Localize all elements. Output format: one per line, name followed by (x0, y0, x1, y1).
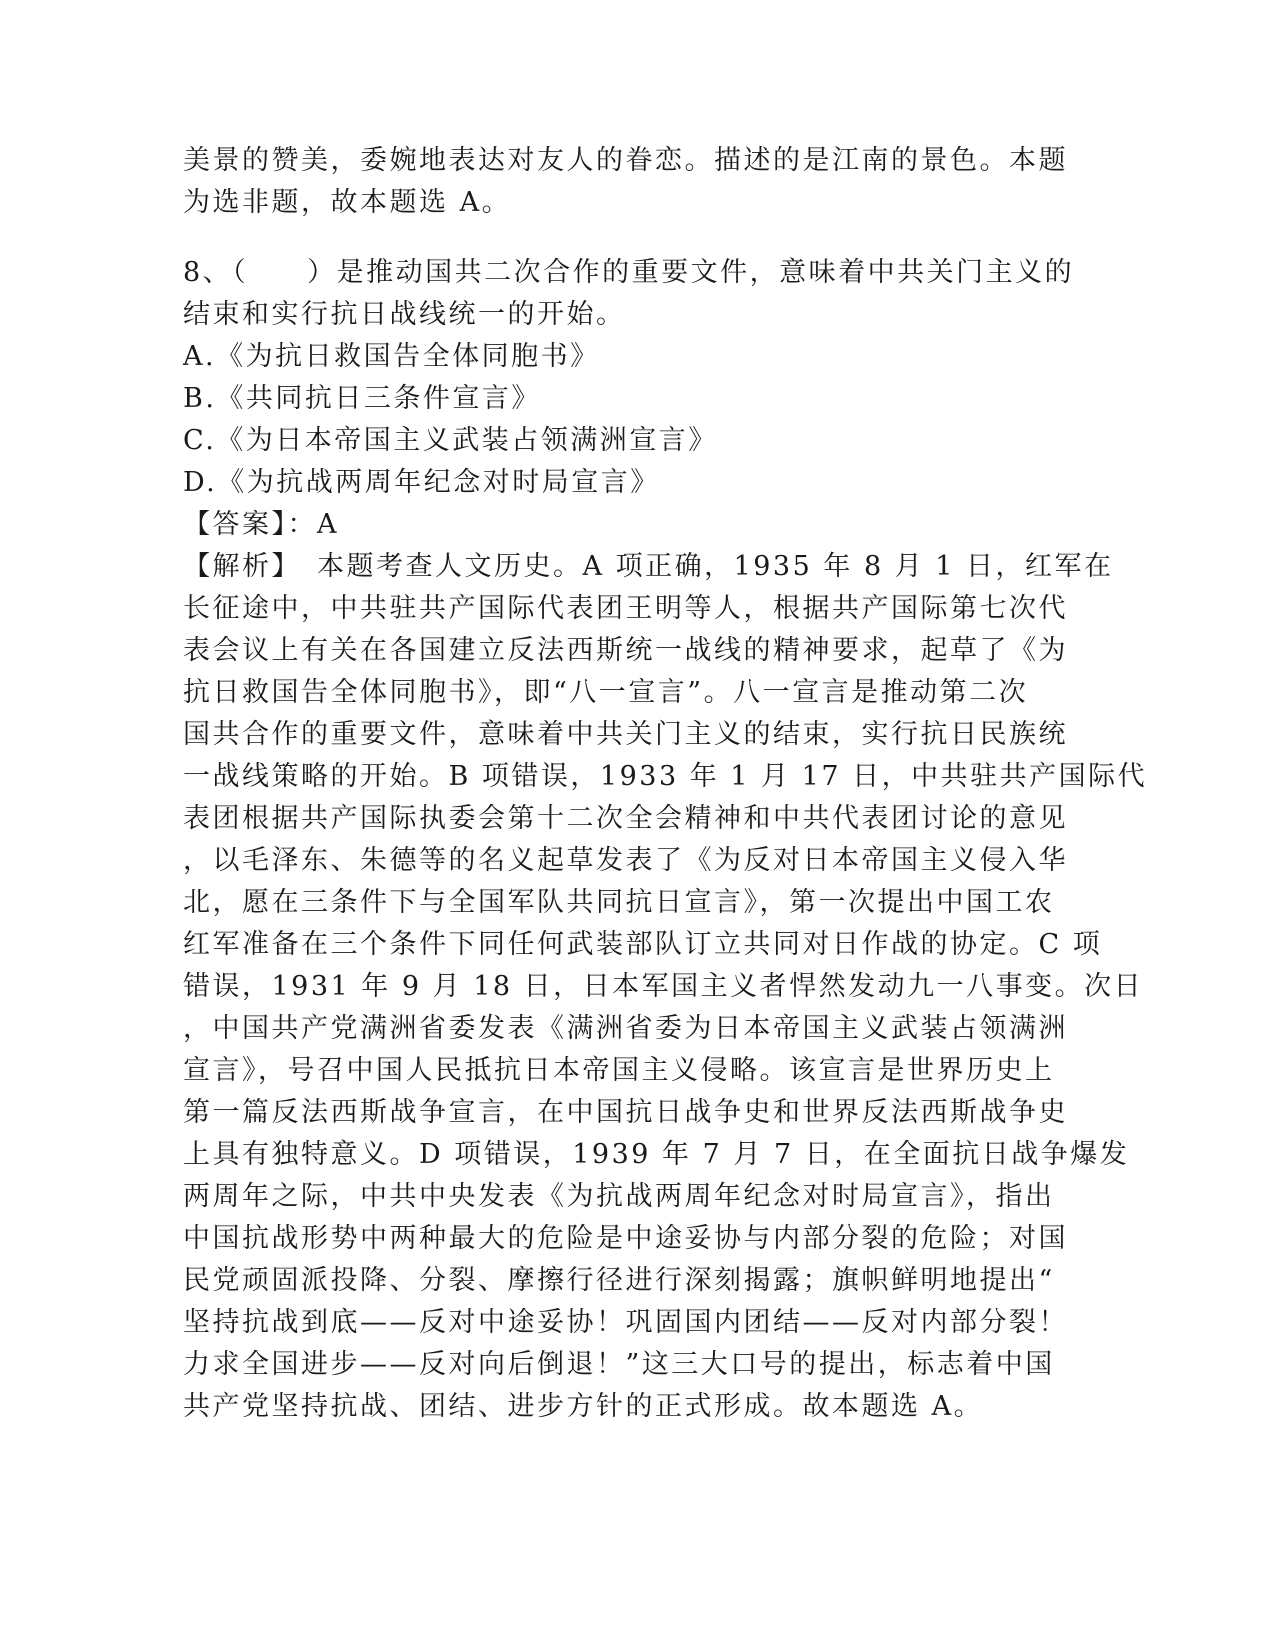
option-d: D.《为抗战两周年纪念对时局宣言》 (183, 467, 660, 498)
answer-line: 【答案】：A (183, 509, 339, 540)
explanation-line: 共产党坚持抗战、团结、进步方针的正式形成。故本题选 A。 (183, 1391, 984, 1422)
explanation-line: 中国抗战形势中两种最大的危险是中途妥协与内部分裂的危险；对国 (183, 1223, 1068, 1254)
option-b: B.《共同抗日三条件宣言》 (183, 383, 541, 414)
previous-explanation (183, 140, 1068, 224)
explanation-line: 力求全国进步——反对向后倒退！”这三大口号的提出，标志着中国 (183, 1349, 1055, 1380)
explanation-line: 【解析】 本题考查人文历史。A 项正确，1935 年 8 月 1 日，红军在 (183, 551, 1114, 582)
explanation-line: ，中国共产党满洲省委发表《满洲省委为日本帝国主义武装占领满洲 (183, 1013, 1068, 1044)
explanation-line: 长征途中，中共驻共产国际代表团王明等人，根据共产国际第七次代 (183, 593, 1068, 624)
text-line: 美景的赞美，委婉地表达对友人的眷恋。描述的是江南的景色。本题 (183, 145, 1068, 176)
explanation-line: 表团根据共产国际执委会第十二次全会精神和中共代表团讨论的意见 (183, 803, 1068, 834)
explanation (183, 546, 1148, 1428)
explanation-line: 上具有独特意义。D 项错误，1939 年 7 月 7 日，在全面抗日战争爆发 (183, 1139, 1130, 1170)
paragraph-gap (183, 224, 1063, 252)
explanation-line: 坚持抗战到底——反对中途妥协！巩固国内团结——反对内部分裂！ (183, 1307, 1068, 1338)
explanation-line: 一战线策略的开始。B 项错误，1933 年 1 月 17 日，中共驻共产国际代 (183, 761, 1148, 792)
explanation-line: 抗日救国告全体同胞书》，即“八一宣言”。八一宣言是推动第二次 (183, 677, 1029, 708)
explanation-line: 红军准备在三个条件下同任何武装部队订立共同对日作战的协定。C 项 (183, 929, 1103, 960)
explanation-line: 宣言》，号召中国人民抵抗日本帝国主义侵略。该宣言是世界历史上 (183, 1055, 1055, 1086)
text-line: 为选非题，故本题选 A。 (183, 187, 512, 218)
question-stem-line: 结束和实行抗日战线统一的开始。 (183, 299, 626, 330)
option-a: A.《为抗日救国告全体同胞书》 (183, 341, 600, 372)
question-8 (183, 252, 1148, 1428)
explanation-line: 两周年之际，中共中央发表《为抗战两周年纪念对时局宣言》，指出 (183, 1181, 1055, 1212)
explanation-line: 民党顽固派投降、分裂、摩擦行径进行深刻揭露；旗帜鲜明地提出“ (183, 1265, 1055, 1296)
explanation-line: 表会议上有关在各国建立反法西斯统一战线的精神要求，起草了《为 (183, 635, 1068, 666)
question-stem-line: 8、（ ）是推动国共二次合作的重要文件，意味着中共关门主义的 (183, 257, 1075, 288)
option-c: C.《为日本帝国主义武装占领满洲宣言》 (183, 425, 718, 456)
document-page (183, 140, 1148, 1428)
explanation-line: ，以毛泽东、朱德等的名义起草发表了《为反对日本帝国主义侵入华 (183, 845, 1068, 876)
explanation-line: 北，愿在三条件下与全国军队共同抗日宣言》，第一次提出中国工农 (183, 887, 1055, 918)
explanation-line: 错误，1931 年 9 月 18 日，日本军国主义者悍然发动九一八事变。次日 (183, 971, 1144, 1002)
explanation-line: 第一篇反法西斯战争宣言，在中国抗日战争史和世界反法西斯战争史 (183, 1097, 1068, 1128)
explanation-line: 国共合作的重要文件，意味着中共关门主义的结束，实行抗日民族统 (183, 719, 1068, 750)
